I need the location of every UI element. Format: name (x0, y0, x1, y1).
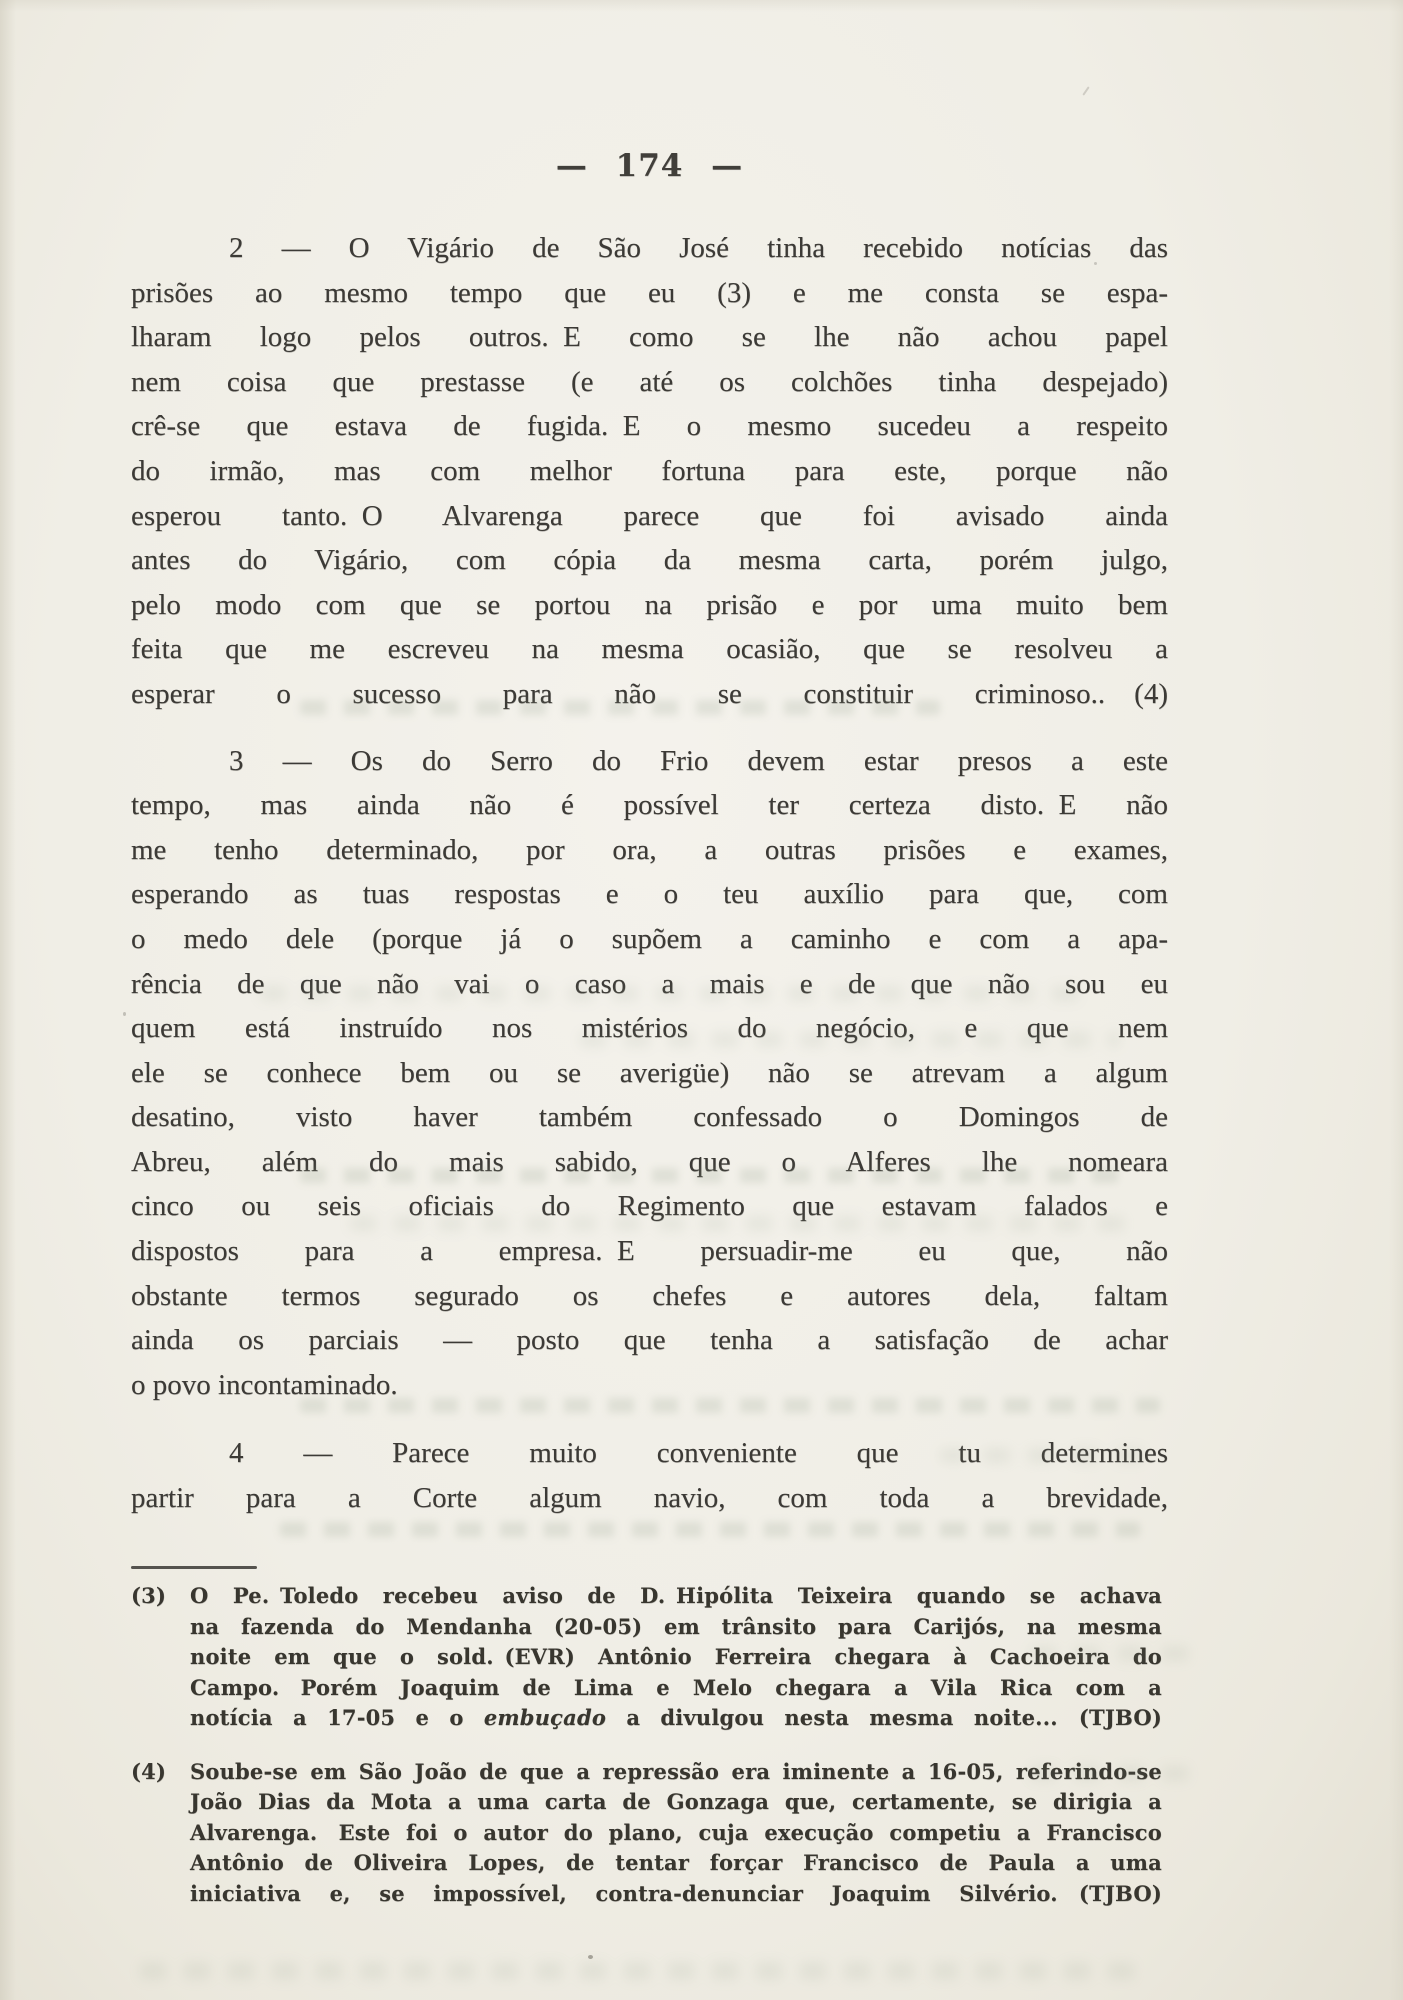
text-line: esperou tanto. O Alvarenga parece que foi avisado ainda (131, 499, 1168, 532)
footnote-line-text: notícia a 17-05 e o (190, 1705, 484, 1730)
ink-speck (1082, 86, 1089, 95)
text-line: dispostos para a empresa. E persuadir-me eu que, não (131, 1235, 1168, 1268)
text-line: pelo modo com que se portou na prisão e por uma muito bem (131, 588, 1168, 621)
footnote-line: Campo. Porém Joaquim de Lima e Melo chegara a Vila Rica com a (190, 1674, 1162, 1700)
text-line: esperar o sucesso para não se constituir criminoso.. (4) (131, 677, 1168, 710)
body-text (131, 226, 1168, 1521)
text-line: nem coisa que prestasse (e até os colchões tinha despejado) (131, 365, 1168, 398)
footnote-marker: (3) (131, 1583, 167, 1608)
footnote-3 (131, 1581, 1162, 1734)
footnote-line: O Pe. Toledo recebeu aviso de D. Hipólita Teixeira quando se achava (190, 1583, 1162, 1608)
text-line: 3 — Os do Serro do Frio devem estar presos a este (229, 744, 1168, 777)
paragraph-2 (131, 226, 1168, 717)
bleedthrough-artifact (140, 1962, 1140, 1980)
footnote-line: Alvarenga. Este foi o autor do plano, cuja execução competiu a Francisco (190, 1819, 1162, 1845)
text-line: Abreu, além do mais sabido, que o Alferes lhe nomeara (131, 1145, 1168, 1178)
text-line: o povo incontaminado. (131, 1368, 398, 1401)
text-line: quem está instruído nos mistérios do negócio, e que nem (131, 1012, 1168, 1045)
footnotes (131, 1581, 1162, 1909)
ink-speck (588, 1955, 593, 1959)
footnote-line: Soube-se em São João de que a repressão era iminente a 16-05, referindo-se (190, 1758, 1162, 1784)
footnote-line: Antônio de Oliveira Lopes, de tentar forçar Francisco de Paula a uma (190, 1850, 1162, 1875)
paragraph-4 (131, 1431, 1168, 1520)
text-line: esperando as tuas respostas e o teu auxílio para que, com (131, 878, 1168, 911)
text-line: rência de que não vai o caso a mais e de que não sou eu (131, 967, 1168, 1000)
text-line: antes do Vigário, com cópia da mesma carta, porém julgo, (131, 544, 1168, 577)
text-line: obstante termos segurado os chefes e autores dela, faltam (131, 1279, 1168, 1312)
page-number: — 174 — (555, 148, 744, 184)
text-line: me tenho determinado, por ora, a outras prisões e exames, (131, 833, 1168, 866)
text-line: cinco ou seis oficiais do Regimento que estavam falados e (131, 1190, 1168, 1223)
paragraph-3 (131, 739, 1168, 1408)
text-line: 4 — Parece muito conveniente que tu determines (229, 1437, 1168, 1470)
text-line: feita que me escreveu na mesma ocasião, que se resolveu a (131, 633, 1168, 666)
text-line: tempo, mas ainda não é possível ter certeza disto. E não (131, 789, 1168, 822)
footnote-line: na fazenda do Mendanha (20-05) em trânsito para Carijós, na mesma (190, 1613, 1162, 1639)
text-line: crê-se que estava de fugida. E o mesmo sucedeu a respeito (131, 410, 1168, 443)
footnote-line-text: a divulgou nesta mesma noite... (TJBO) (606, 1705, 1162, 1730)
text-line: o medo dele (porque já o supõem a caminho e com a apa- (131, 922, 1168, 955)
text-line: lharam logo pelos outros. E como se lhe não achou papel (131, 321, 1168, 354)
text-line: do irmão, mas com melhor fortuna para este, porque não (131, 454, 1168, 487)
footnote-marker: (4) (131, 1758, 167, 1784)
text-line: ainda os parciais — posto que tenha a satisfação de achar (131, 1324, 1168, 1357)
footnote-line: João Dias da Mota a uma carta de Gonzaga que, certamente, se dirigia a (190, 1789, 1162, 1814)
footnote-rule (131, 1566, 257, 1569)
text-line: prisões ao mesmo tempo que eu (3) e me consta se espa- (131, 276, 1168, 309)
text-line: ele se conhece bem ou se averigüe) não se atrevam a algum (131, 1056, 1168, 1089)
text-line: partir para a Corte algum navio, com toda a brevidade, (131, 1482, 1168, 1515)
text-line: 2 — O Vigário de São José tinha recebido notícias das (229, 232, 1168, 264)
bleedthrough-artifact (280, 1522, 1140, 1537)
footnote-line: noite em que o sold. (EVR) Antônio Ferreira chegara à Cachoeira do (190, 1644, 1162, 1669)
text-line: desatino, visto haver também confessado o Domingos de (131, 1101, 1168, 1134)
italic-term: embuçado (483, 1705, 607, 1730)
footnote-4 (131, 1757, 1162, 1910)
footnote-line: iniciativa e, se impossível, contra-denunciar Joaquim Silvério. (TJBO) (190, 1880, 1162, 1906)
ink-speck (123, 1012, 126, 1016)
footnote-line (190, 1703, 1162, 1734)
